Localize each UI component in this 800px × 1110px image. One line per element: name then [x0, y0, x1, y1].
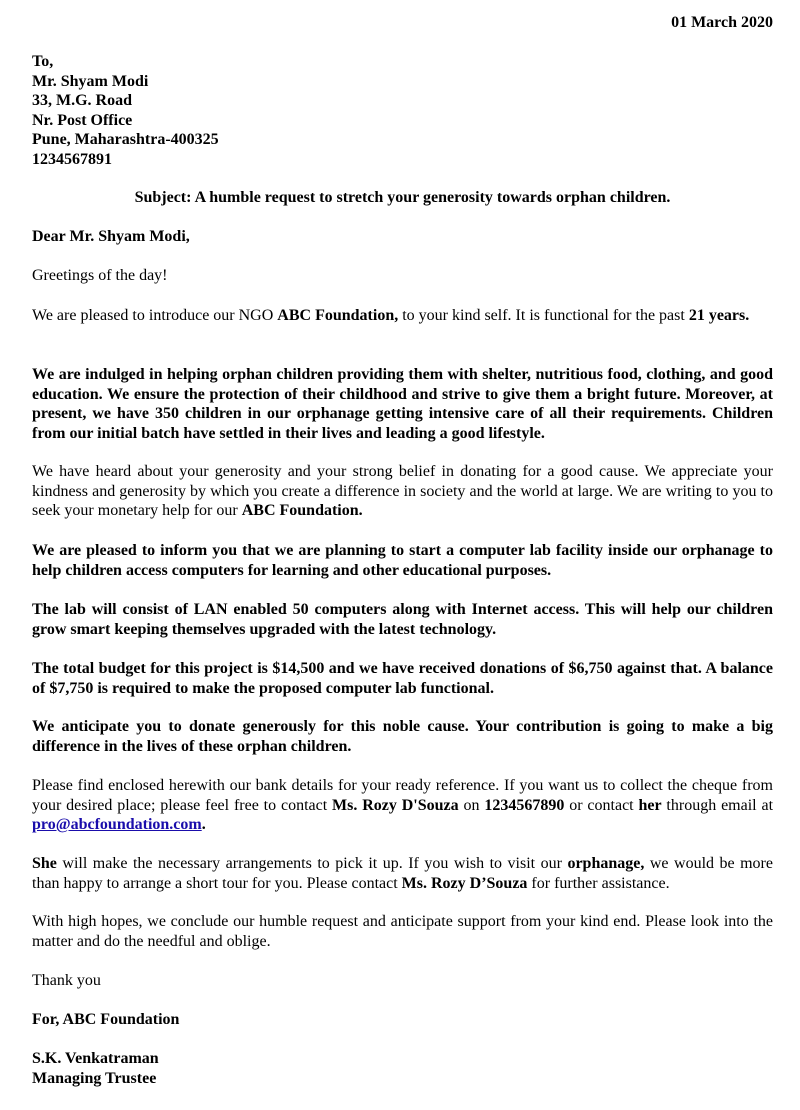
email-link[interactable]: pro@abcfoundation.com — [32, 816, 202, 833]
bank-period: . — [201, 816, 206, 833]
recipient-street: 33, M.G. Road — [32, 92, 132, 109]
recipient-phone: 1234567891 — [32, 150, 112, 168]
generosity-text: We have heard about your generosity and your strong belief in donating for a good cause. We appreciate your kindness and generosity by which you create a difference in society and the world at large. We are writing to you to seek your monetary help for our — [32, 463, 773, 519]
visit-text-1: will make the necessary arrangements to pick it up. If you wish to visit our — [56, 855, 568, 872]
bank-text-4: through email at — [661, 796, 774, 814]
greeting: Dear Mr. Shyam Modi, — [32, 228, 190, 245]
visit-text-2: we would be more than happy to arrange a short tour for you. Please contact — [32, 855, 773, 892]
to-label: To, — [32, 53, 54, 70]
visit-text-3: for further assistance. — [527, 874, 670, 892]
for-org-line: For, ABC Foundation — [32, 1011, 180, 1028]
visit-she: She — [32, 855, 57, 872]
intro-text-1: We are pleased to introduce our NGO — [32, 307, 278, 324]
letter-date: 01 March 2020 — [671, 14, 773, 31]
bank-text-3: or contact — [564, 796, 639, 814]
recipient-city: Pune, Maharashtra-400325 — [32, 131, 219, 148]
signatory-block — [32, 1049, 773, 1088]
opening-line: Greetings of the day! — [32, 267, 168, 284]
anticipate-paragraph: We anticipate you to donate generously for this noble cause. Your contribution is going to make a big difference in the lives of these orphan children. — [32, 718, 773, 755]
visit-orphanage: orphanage, — [567, 855, 645, 872]
generosity-org: ABC Foundation. — [241, 502, 363, 519]
bank-paragraph — [32, 776, 773, 835]
signatory-title: Managing Trustee — [32, 1069, 157, 1087]
recipient-address — [32, 52, 219, 169]
thanks-line: Thank you — [32, 972, 101, 989]
intro-years: 21 years. — [688, 307, 750, 324]
bank-contact-phone: 1234567890 — [484, 796, 565, 814]
intro-paragraph — [32, 306, 773, 326]
recipient-name: Mr. Shyam Modi — [32, 72, 149, 90]
lab-detail-paragraph: The lab will consist of LAN enabled 50 computers along with Internet access. This will help our children grow smart keeping themselves upgraded with the latest technology. — [32, 601, 773, 638]
closing-paragraph: With high hopes, we conclude our humble request and anticipate support from your kind end. Please look into the matter and do the needful and oblige. — [32, 913, 773, 950]
subject-line: Subject: A humble request to stretch your generosity towards orphan children. — [134, 189, 671, 206]
budget-paragraph: The total budget for this project is $14,500 and we have received donations of $6,750 against that. A balance of $7,750 is required to make the proposed computer lab functional. — [32, 660, 773, 697]
bank-her: her — [638, 796, 662, 814]
visit-contact-name: Ms. Rozy D’Souza — [401, 874, 528, 892]
signatory-name: S.K. Venkatraman — [32, 1050, 159, 1067]
generosity-paragraph — [32, 462, 773, 521]
bank-text-2: on — [458, 796, 485, 814]
intro-text-2: to your kind self. It is functional for the past — [398, 307, 689, 324]
intro-org: ABC Foundation, — [277, 307, 399, 324]
bank-text-1: Please find enclosed herewith our bank details for your ready reference. If you want us to collect the cheque from your desired place; please feel free to contact — [32, 777, 773, 814]
mission-paragraph: We are indulged in helping orphan children providing them with shelter, nutritious food, clothing, and good education. We ensure the protection of their childhood and strive to give them a bright future. Moreover, at present, we have 350 children in our orphanage getting intensive care of all their requirements. Children from our initial batch have settled in their lives and leading a good lifestyle. — [32, 366, 773, 442]
visit-paragraph — [32, 854, 773, 893]
recipient-landmark: Nr. Post Office — [32, 111, 133, 129]
bank-contact-name: Ms. Rozy D'Souza — [332, 796, 459, 814]
lab-plan-paragraph: We are pleased to inform you that we are planning to start a computer lab facility inside our orphanage to help children access computers for learning and other educational purposes. — [32, 542, 773, 579]
